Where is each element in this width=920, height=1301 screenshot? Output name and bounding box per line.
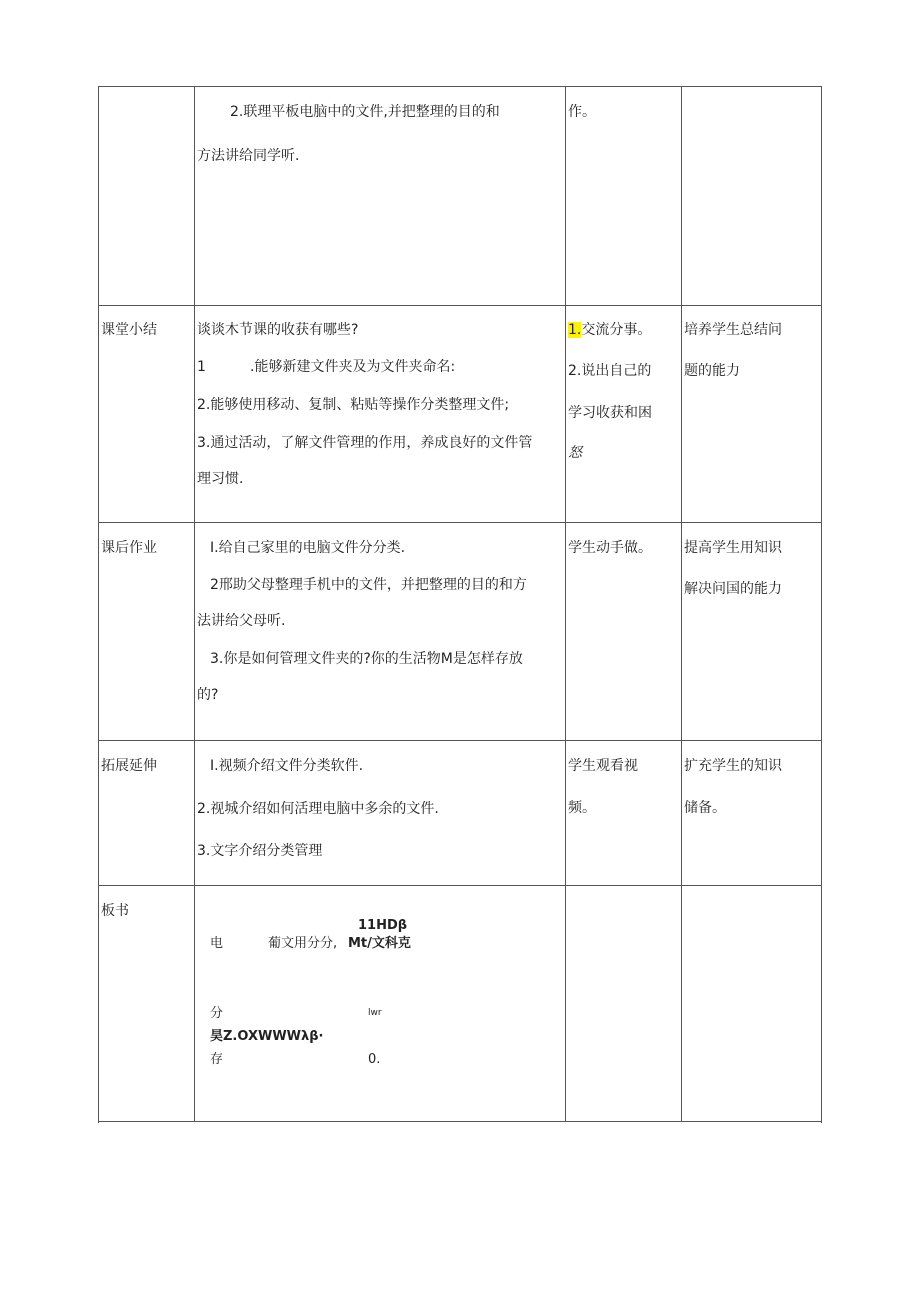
activity-text: 理习惯. (197, 471, 244, 487)
activity-text: 2.视城介绍如何活理电脑中多余的文件. (197, 801, 439, 817)
activity-text: 2.能够使用移动、复制、粘贴等操作分类整理文件; (197, 397, 510, 413)
board-bold-text: Mt/文科克 (348, 936, 411, 951)
activity-text: 2邢助父母整理手机中的文件，并把整理的目的和方 (210, 577, 527, 593)
student-activity-text: 学习收获和困 (568, 405, 652, 421)
row-label: 拓展延伸 (101, 758, 157, 774)
activity-text: 2.联理平板电脑中的文件,并把整理的目的和 (230, 104, 500, 120)
board-text (348, 935, 411, 953)
row-divider (98, 522, 821, 523)
row-divider (98, 1121, 821, 1122)
board-text: 0. (368, 1052, 381, 1067)
goal-text: 储备。 (684, 800, 726, 816)
board-text: 葡文用分分, (268, 936, 338, 951)
student-activity-text: 作。 (568, 104, 596, 120)
student-activity-text: 2.说出自己的 (568, 363, 652, 379)
student-activity-text: 交流分事。 (581, 322, 652, 338)
column-divider (194, 86, 195, 1122)
column-divider (565, 86, 566, 1122)
lesson-table (98, 86, 822, 1123)
activity-text: 3.文字介绍分类管理 (197, 843, 323, 859)
row-label: 课后作业 (101, 540, 157, 556)
activity-text: I.视频介绍文件分类软件. (210, 758, 364, 774)
goal-text: 题的能力 (684, 363, 740, 379)
row-divider (98, 305, 821, 306)
activity-text: 3.通过活动，了解文件管理的作用，养成良好的文件管 (197, 435, 533, 451)
activity-text: 法讲给父母听. (197, 613, 286, 629)
activity-text: 1 (197, 359, 206, 375)
row-divider (98, 740, 821, 741)
board-text: 昊Z.OXWWWλβ· (210, 1029, 324, 1044)
board-text: lwr (368, 1008, 382, 1018)
activity-text: 的? (197, 687, 219, 703)
activity-text: 方法讲给同学听. (197, 148, 300, 164)
board-text: 电 (210, 936, 224, 951)
row-divider (98, 885, 821, 886)
goal-text: 扩充学生的知识 (684, 758, 782, 774)
activity-text: 3.你是如何管理文件夹的?你的生活物M是怎样存放 (210, 651, 523, 667)
highlighted-number: 1. (568, 322, 582, 338)
column-divider (681, 86, 682, 1122)
student-activity-text: 学生观看视 (568, 758, 638, 774)
goal-text: 解决问国的能力 (684, 581, 782, 597)
student-activity-text: 怒 (568, 445, 582, 461)
activity-text: 谈谈木节课的收获有哪些? (197, 322, 359, 338)
goal-text: 提高学生用知识 (684, 540, 782, 556)
activity-text: .能够新建文件夹及为文件夹命名: (250, 359, 456, 375)
student-activity-line (568, 321, 651, 339)
row-label: 板书 (101, 903, 129, 919)
board-text: 分 (210, 1006, 224, 1021)
student-activity-text: 频。 (568, 800, 596, 816)
board-text: 存 (210, 1052, 224, 1067)
goal-text: 培养学生总结问 (684, 322, 782, 338)
activity-text: I.给自己家里的电脑文件分分类. (210, 540, 406, 556)
row-label: 课堂小结 (101, 322, 157, 338)
board-text: 11HDβ (358, 918, 408, 933)
student-activity-text: 学生动手做。 (568, 540, 652, 556)
